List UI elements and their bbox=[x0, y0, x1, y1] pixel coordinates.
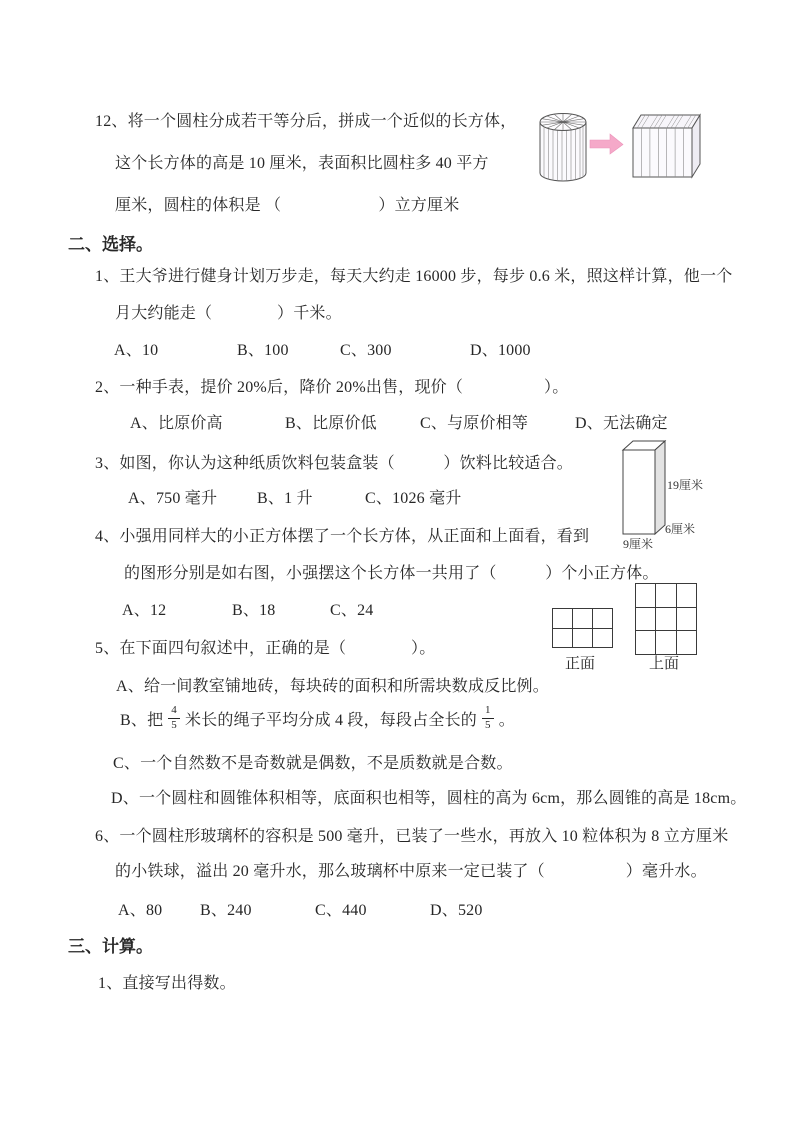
q6-option-d: D、520 bbox=[430, 902, 483, 919]
q1-option-a: A、10 bbox=[114, 342, 159, 359]
section-calc-heading: 三、计算。 bbox=[68, 937, 153, 956]
q5-option-b-post: 。 bbox=[498, 711, 515, 729]
q5-option-a: A、给一间教室铺地砖，每块砖的面积和所需块数成反比例。 bbox=[116, 678, 549, 695]
q1-option-d: D、1000 bbox=[470, 342, 531, 359]
box-depth-label: 6厘米 bbox=[665, 522, 696, 536]
cylinder-to-prism-figure bbox=[530, 103, 705, 193]
box-width-label: 9厘米 bbox=[623, 537, 654, 551]
arrow-icon bbox=[590, 134, 623, 154]
q1-option-b: B、100 bbox=[237, 342, 289, 359]
front-view-label: 正面 bbox=[565, 656, 596, 672]
q12-line2: 这个长方体的高是 10 厘米，表面积比圆柱多 40 平方 bbox=[115, 155, 489, 172]
q2-line1: 2、一种手表，提价 20%后，降价 20%出售，现价（ ）。 bbox=[95, 379, 569, 396]
q6-option-b: B、240 bbox=[200, 902, 252, 919]
q2-option-c: C、与原价相等 bbox=[420, 415, 529, 432]
q2-option-a: A、比原价高 bbox=[130, 415, 223, 432]
q3-line1: 3、如图，你认为这种纸质饮料包装盒装（ ）饮料比较适合。 bbox=[95, 455, 574, 472]
front-view-grid bbox=[552, 608, 613, 648]
q2-option-d: D、无法确定 bbox=[575, 415, 668, 432]
q5-option-b-pre: B、把 bbox=[120, 711, 164, 729]
q4-option-a: A、12 bbox=[122, 602, 167, 619]
top-view-grid bbox=[635, 583, 697, 655]
q4-line2: 的图形分别是如右图，小强摆这个长方体一共用了（ ）个小正方体。 bbox=[124, 565, 659, 582]
q4-option-b: B、18 bbox=[232, 602, 276, 619]
section-choice-heading: 二、选择。 bbox=[68, 235, 153, 254]
q5-option-b bbox=[120, 701, 515, 735]
calc-item1: 1、直接写出得数。 bbox=[98, 975, 236, 992]
q4-option-c: C、24 bbox=[330, 602, 374, 619]
q6-line1: 6、一个圆柱形玻璃杯的容积是 500 毫升，已装了一些水，再放入 10 粒体积为 8 立方厘米 bbox=[95, 828, 729, 845]
box-height-label: 19厘米 bbox=[667, 478, 704, 492]
q1-option-c: C、300 bbox=[340, 342, 392, 359]
top-view-label: 上面 bbox=[649, 656, 680, 672]
q6-option-c: C、440 bbox=[315, 902, 367, 919]
q4-line1: 4、小强用同样大的小正方体摆了一个长方体，从正面和上面看，看到 bbox=[95, 528, 590, 545]
q12-line3: 厘米，圆柱的体积是 （ ）立方厘米 bbox=[115, 197, 460, 214]
q5-option-c: C、一个自然数不是奇数就是偶数，不是质数就是合数。 bbox=[113, 755, 513, 772]
q6-line2: 的小铁球，溢出 20 毫升水，那么玻璃杯中原来一定已装了（ ）毫升水。 bbox=[115, 863, 707, 880]
q3-option-a: A、750 毫升 bbox=[128, 490, 218, 507]
q1-line1: 1、王大爷进行健身计划万步走，每天大约走 16000 步，每步 0.6 米，照这样计算，他一个 bbox=[95, 268, 733, 285]
q5-option-b-mid: 米长的绳子平均分成 4 段，每段占全长的 bbox=[184, 711, 477, 729]
q12-line1: 12、将一个圆柱分成若干等分后，拼成一个近似的长方体， bbox=[95, 113, 517, 130]
fraction-four-fifths: $\frac{4}{5}$ bbox=[168, 704, 180, 731]
q1-line2: 月大约能走（ ）千米。 bbox=[115, 305, 342, 322]
q5-line1: 5、在下面四句叙述中，正确的是（ ）。 bbox=[95, 640, 436, 657]
q3-option-b: B、1 升 bbox=[257, 490, 313, 507]
fraction-one-fifth: $\frac{1}{5}$ bbox=[482, 704, 494, 731]
q3-option-c: C、1026 毫升 bbox=[365, 490, 462, 507]
q2-option-b: B、比原价低 bbox=[285, 415, 377, 432]
q6-option-a: A、80 bbox=[118, 902, 163, 919]
q5-option-d: D、一个圆柱和圆锥体积相等，底面积也相等，圆柱的高为 6cm，那么圆锥的高是 18cm。 bbox=[111, 790, 747, 807]
